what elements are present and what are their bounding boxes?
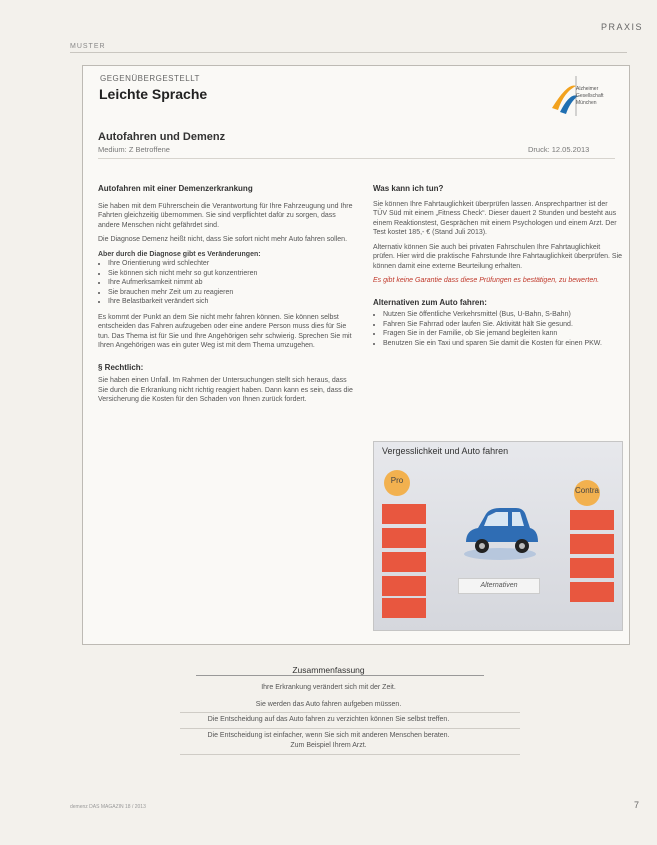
right-heading: Was kann ich tun? <box>373 184 444 193</box>
summary-line: Zum Beispiel Ihrem Arzt. <box>290 742 367 749</box>
logo-text: Alzheimer Gesellschaft München <box>576 86 604 106</box>
right-paragraph-1: Sie können Ihre Fahrtauglichkeit überprüfen lassen. Ansprechpartner ist der TÜV Süd mit einem „Fitness Check“. Dieser dauert 2 Stunden und besteht aus einem Reaktionstest, Gesprächen mit einem Psychologen und einem Arzt. Der Test kostet 185,- € (Stand Juli 2013). <box>373 200 617 236</box>
sticky-note <box>382 598 426 618</box>
sticky-note <box>570 510 614 530</box>
list-item: • Ihre Belastbarkeit verändert sich <box>108 297 353 307</box>
article-date: Druck: 12.05.2013 <box>528 145 590 154</box>
right-paragraph-2: Alternativ können Sie auch bei privaten Fahrschulen Ihre Fahrtauglichkeit prüfen. Hier wird die praktische Fahrstunde Ihre Fahrtauglichkeit überprüfen. Sie können damit eine externe Beurteilung erhalten. <box>373 243 623 270</box>
right-column <box>373 184 623 348</box>
list-item: • Fragen Sie in der Familie, ob Sie jemand begleiten kann <box>383 329 623 339</box>
list-item: • Fahren Sie Fahrrad oder laufen Sie. Aktivität hält Sie gesund. <box>383 320 623 330</box>
photo-caption: Alternativen <box>458 578 540 594</box>
summary-line: Ihre Erkrankung verändert sich mit der Zeit. <box>261 684 396 691</box>
summary-separator <box>180 712 520 713</box>
sticky-note <box>570 582 614 602</box>
list-item: • Ihre Aufmerksamkeit nimmt ab <box>108 278 353 288</box>
car-icon <box>460 502 540 562</box>
card-kicker: GEGENÜBERGESTELLT <box>100 74 200 83</box>
summary-separator <box>180 728 520 729</box>
article-title: Autofahren und Demenz <box>98 131 226 143</box>
article-meta: Medium: Z Betroffene <box>98 145 170 154</box>
section-label: PRAXIS <box>600 22 643 32</box>
page-number: 7 <box>633 800 639 810</box>
whiteboard-photo <box>373 441 623 631</box>
sticky-note <box>570 534 614 554</box>
card-title: Leichte Sprache <box>99 86 208 102</box>
summary-separator <box>180 754 520 755</box>
photo-title: Vergesslichkeit und Auto fahren <box>382 446 509 456</box>
list-item: • Benutzen Sie ein Taxi und sparen Sie damit die Kosten für einen PKW. <box>383 339 623 349</box>
list-item: • Sie können sich nicht mehr so gut konzentrieren <box>108 269 353 279</box>
summary-line: Sie werden das Auto fahren aufgeben müssen. <box>255 701 402 708</box>
title-divider <box>98 158 615 159</box>
list-item: • Nutzen Sie öffentliche Verkehrsmittel (Bus, U-Bahn, S-Bahn) <box>383 310 623 320</box>
pro-badge: Pro <box>384 470 410 496</box>
summary-line: Die Entscheidung ist einfacher, wenn Sie sich mit anderen Menschen beraten. <box>207 732 450 739</box>
sticky-note <box>382 552 426 572</box>
left-paragraph-2: Die Diagnose Demenz heißt nicht, dass Sie sofort nicht mehr Auto fahren sollen. <box>98 236 348 243</box>
legal-paragraph: Sie haben einen Unfall. Im Rahmen der Untersuchungen stellt sich heraus, dass Sie durch die Erkrankung nicht richtig reagiert haben. Dann kann es sein, dass die Versicherung die Kosten für den Schaden von Ihnen zurück fordert. <box>98 377 353 403</box>
right-paragraph-3: Es gibt keine Garantie dass diese Prüfungen es bestätigen, zu bewerten. <box>373 277 600 284</box>
legal-heading: § Rechtlich: <box>98 362 144 372</box>
sticky-note <box>382 504 426 524</box>
template-label: MUSTER <box>70 43 106 50</box>
alternatives-list <box>373 310 623 348</box>
left-paragraph-3: Es kommt der Punkt an dem Sie nicht mehr fahren können. Sie können selbst entscheiden das Fahren aufzugeben oder eine andere Person muss dies für Sie tun. Das Thema ist für Sie und Ihre Angehörigen sehr schwierig. Sprechen Sie mit Ihren Angehörigen was ein guter Weg ist mit dem Thema umzugehen. <box>98 313 352 349</box>
changes-heading: Aber durch die Diagnose gibt es Veränderungen: <box>98 250 261 258</box>
left-paragraph-1: Sie haben mit dem Führerschein die Verantwortung für Ihre Fahrzeugung und Ihre Fahrten gleichzeitig übernommen. Sie sind verpflichtet dafür zu sorgen, dass andere Menschen nicht gefährdet sind. <box>98 202 353 229</box>
left-column <box>98 184 353 405</box>
sticky-note <box>382 576 426 596</box>
left-heading: Autofahren mit einer Demenzerkrankung <box>98 184 253 193</box>
contra-badge: Contra <box>574 480 600 506</box>
summary-divider <box>196 675 484 676</box>
sticky-note <box>382 528 426 548</box>
summary-title: Zusammenfassung <box>292 665 365 675</box>
changes-list <box>98 259 353 307</box>
header-divider <box>70 52 627 53</box>
sticky-note <box>570 558 614 578</box>
alternatives-heading: Alternativen zum Auto fahren: <box>373 297 487 307</box>
footer-source: demenz DAS MAGAZIN 18 / 2013 <box>70 804 146 810</box>
list-item: • Ihre Orientierung wird schlechter <box>108 259 353 269</box>
summary-line: Die Entscheidung auf das Auto fahren zu verzichten können Sie selbst treffen. <box>207 716 450 723</box>
list-item: • Sie brauchen mehr Zeit um zu reagieren <box>108 288 353 298</box>
